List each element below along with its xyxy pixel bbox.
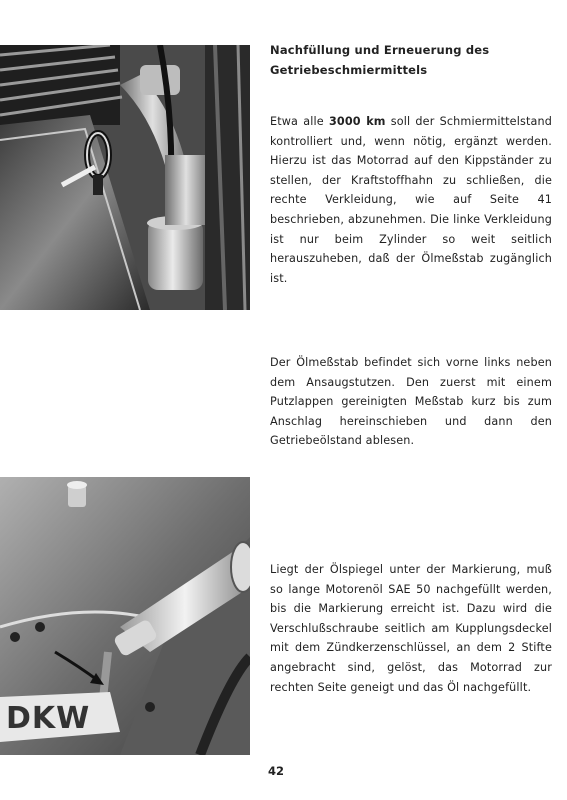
oil-fill-photo xyxy=(0,477,250,755)
para1-before: Etwa alle xyxy=(270,115,329,128)
mileage-interval: 3000 km xyxy=(328,115,386,128)
cap-knob-icon xyxy=(67,481,87,507)
paragraph-dipstick: Der Ölmeßstab befindet sich vorne links neben dem Ansaugstutzen. Den zuerst mit einem Putzlappen gereinigten Meßstab kurz bis zum Anschlag hereinschieben und dann den Getriebeölstand ablesen. xyxy=(270,356,552,448)
cylinder-fins xyxy=(0,45,122,125)
paragraph-refill: Liegt der Ölspiegel unter der Markierung, muß so lange Motorenöl SAE 50 nachgefüllt werden, bis die Markierung erreicht ist. Dazu wird die Verschlußschraube seitlich am Kupplungsdeckel mit dem Zündkerzenschlüssel, an dem 2 Stifte angebracht sind, gelöst, das Motorrad zur rechten Seite geneigt und das Öl nachgefüllt. xyxy=(270,563,552,694)
para1-after: soll der Schmiermittelstand kontrolliert und, wenn nötig, ergänzt werden. Hierzu ist das Motorrad auf den Kippständer zu stellen, der Kraftstoffhahn zu schließen, die rechte Verkleidung, wie auf Seite 41 beschrieben, abzunehmen. Die linke Verkleidung ist nur beim Zylinder so weit seitlich herauszuheben, daß der Ölmeßstab zugänglich ist. xyxy=(270,115,552,285)
page-number: 42 xyxy=(268,764,285,778)
engine-dipstick-photo xyxy=(0,45,250,310)
section-heading: Nachfüllung und Erneuerung des Getriebeschmiermittels xyxy=(270,43,490,77)
paragraph-intro xyxy=(270,112,552,288)
svg-text:DKW: DKW xyxy=(6,701,91,736)
